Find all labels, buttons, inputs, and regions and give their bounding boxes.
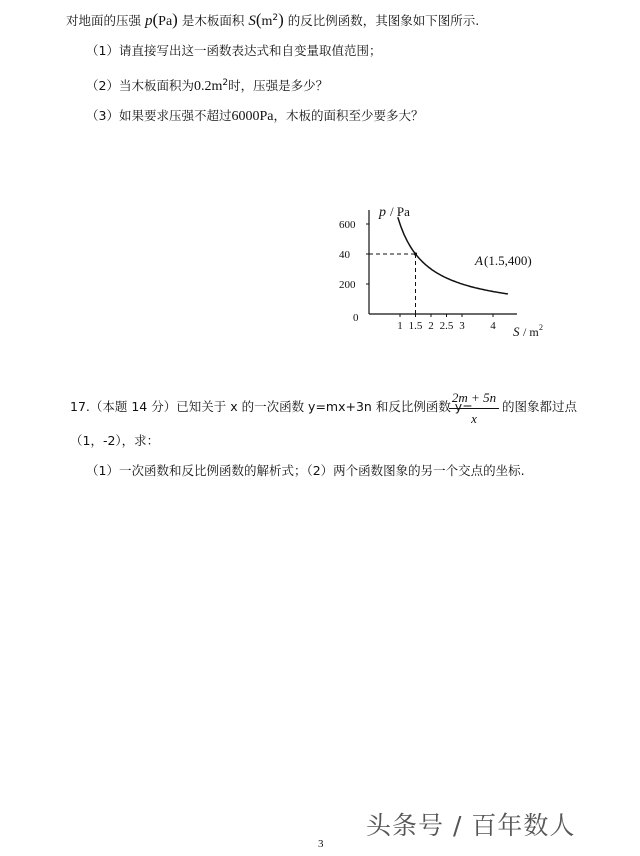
problem17-head-a: 17.（本题 14 分）已知关于 x 的一次函数 y=mx+3n 和反比例函数 y=: [70, 399, 473, 414]
q3-text-a: （3）如果要求压强不超过: [86, 108, 232, 123]
problem17-heading: [70, 398, 473, 416]
y-tick-label: 600: [339, 219, 356, 231]
fraction: [449, 390, 499, 427]
point-a-label: A: [475, 253, 483, 268]
x-tick-label: 2: [428, 320, 434, 332]
problem17-point: （1，-2），求：: [70, 433, 160, 448]
y-axis-unit: / Pa: [390, 204, 410, 219]
intro-text-b: 是木板面积: [181, 13, 245, 29]
origin-label: 0: [353, 312, 359, 324]
x-tick-label: 3: [459, 320, 465, 332]
q2-text-b: 时，压强是多少？: [228, 78, 329, 94]
x-axis-unit: / m: [523, 325, 539, 339]
y-axis-label: p: [379, 205, 386, 220]
q3-text-b: ，木板的面积至少要多大？: [273, 108, 424, 123]
question-3: [86, 107, 423, 126]
x-tick-label: 2.5: [439, 320, 454, 332]
watermark: 头条号 / 百年数人: [366, 811, 576, 840]
problem16-intro: 对地面的压强 p(Pa) 是木板面积 $S(m^2)$ 的反比例函数，其图象如下图所示.: [66, 10, 480, 30]
question-1: （1）请直接写出这一函数表达式和自变量取值范围；: [86, 43, 382, 58]
intro-text-c: 的反比例函数，其图象如下图所示.: [287, 13, 480, 29]
s-symbol: S: [248, 13, 256, 30]
intro-text-a: 对地面的压强: [66, 13, 142, 29]
y-tick-label: 200: [339, 279, 356, 291]
question-2: [86, 74, 328, 96]
page-number: 3: [318, 838, 324, 850]
fraction-numerator: 2m + 5n: [451, 390, 497, 405]
s-exponent: 2: [272, 13, 279, 23]
x-tick-label: 1.5: [408, 320, 423, 332]
s-unit: m: [261, 14, 273, 30]
y-tick-label: 40: [339, 249, 350, 261]
q3-value: 6000Pa: [231, 109, 274, 124]
p-symbol: p: [145, 13, 153, 30]
q2-value: 0.2m: [193, 79, 223, 95]
problem17-head-b: 的图象都过点: [502, 399, 578, 414]
x-tick-label: 4: [490, 320, 496, 332]
q2-text-a: （2）当木板面积为: [86, 78, 194, 94]
p-unit: Pa: [158, 14, 173, 30]
point-a-coords: (1.5,400): [484, 253, 532, 268]
x-axis-exponent: 2: [539, 323, 543, 332]
fraction-bar: [449, 408, 499, 409]
x-tick-label: 1: [397, 320, 403, 332]
q2-exponent: 2: [222, 78, 229, 88]
fraction-denominator: x: [471, 411, 477, 426]
inverse-function-graph: [335, 198, 565, 348]
point-a-marker: [414, 252, 417, 255]
problem17-questions: （1）一次函数和反比例函数的解析式；（2）两个函数图象的另一个交点的坐标.: [86, 463, 525, 478]
x-axis-label: S: [513, 324, 520, 339]
